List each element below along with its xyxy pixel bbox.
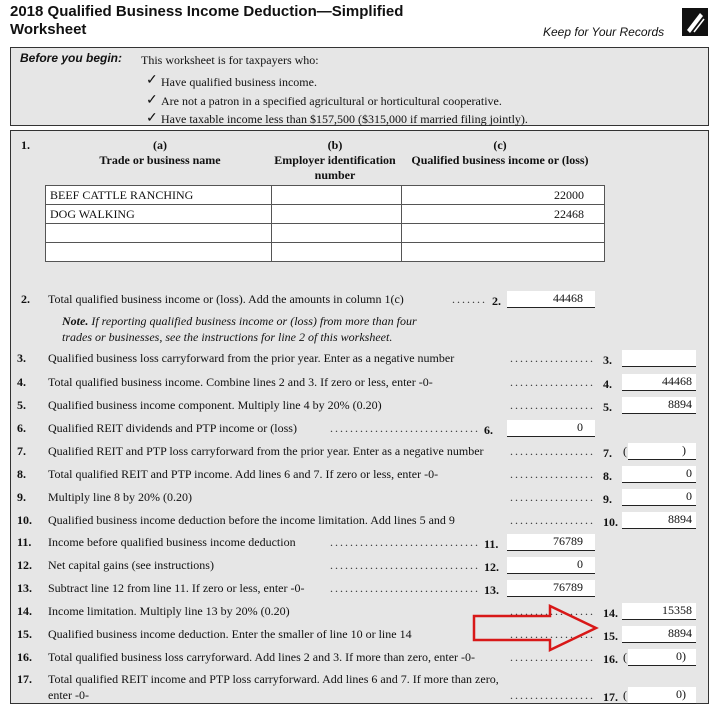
income-cell[interactable]: [402, 243, 605, 262]
line-amount[interactable]: 0: [507, 420, 595, 437]
leader-dots: .................: [510, 513, 595, 527]
column-c-header: [410, 138, 590, 168]
before-you-begin-label: Before you begin:: [20, 51, 123, 65]
leader-dots: .................: [510, 490, 595, 504]
title-line-2: Worksheet: [10, 21, 87, 38]
line-amount[interactable]: 8894: [622, 626, 696, 643]
line-number: 5.: [17, 398, 26, 412]
line-number: 4.: [17, 375, 26, 389]
line-number: 13.: [17, 581, 32, 595]
line-2-amount[interactable]: 44468: [507, 291, 595, 308]
table-row: [46, 224, 605, 243]
red-arrow-annotation: [472, 604, 602, 654]
line-text: Income limitation. Multiply line 13 by 20% (0.20): [48, 604, 290, 618]
line-amount[interactable]: 8894: [622, 397, 696, 414]
line-box-number: 10.: [603, 515, 618, 529]
line-number: 9.: [17, 490, 26, 504]
line-amount[interactable]: 76789: [507, 534, 595, 551]
column-a-letter: (a): [153, 138, 167, 152]
leader-dots: ..............................: [330, 581, 480, 595]
column-a-title: Trade or business name: [99, 153, 221, 167]
arrow-shape: [474, 606, 596, 650]
line-amount[interactable]: 0: [622, 466, 696, 483]
business-name-cell[interactable]: [46, 243, 272, 262]
line-amount[interactable]: 8894: [622, 512, 696, 529]
leader-dots: .................: [510, 604, 595, 618]
leader-dots: .......: [452, 292, 487, 306]
column-b-letter: (b): [327, 138, 343, 152]
table-row: [46, 205, 605, 224]
leader-dots: .................: [510, 467, 595, 481]
before-you-begin-box: [10, 47, 709, 126]
open-paren: (: [623, 688, 627, 702]
column-c-letter: (c): [493, 138, 507, 152]
note-line-2: trades or businesses, see the instructions for line 2 of this worksheet.: [62, 330, 393, 344]
line-text: Income before qualified business income deduction: [48, 535, 296, 549]
income-cell[interactable]: [402, 224, 605, 243]
column-b-title: Employer identification number: [274, 153, 396, 182]
line-number: 16.: [17, 650, 32, 664]
line-box-number: 7.: [603, 446, 612, 460]
income-cell[interactable]: 22000: [402, 186, 605, 205]
ein-cell[interactable]: [272, 224, 402, 243]
line-text: Qualified business income component. Multiply line 4 by 20% (0.20): [48, 398, 382, 412]
line-box-number: 16.: [603, 652, 618, 666]
line-amount[interactable]: [622, 350, 696, 367]
worksheet-title: [10, 3, 403, 39]
line-text: Total qualified REIT and PTP income. Add lines 6 and 7. If zero or less, enter -0-: [48, 467, 439, 481]
leader-dots: .................: [510, 650, 595, 664]
line-box-number: 11.: [484, 537, 499, 551]
line-number: 7.: [17, 444, 26, 458]
line-2-number: 2.: [21, 292, 30, 306]
ein-cell[interactable]: [272, 205, 402, 224]
line-amount[interactable]: 15358: [622, 603, 696, 620]
leader-dots: .................: [510, 375, 595, 389]
income-cell[interactable]: 22468: [402, 205, 605, 224]
trade-business-table: [45, 185, 605, 262]
line-text: Multiply line 8 by 20% (0.20): [48, 490, 192, 504]
leader-dots: ..............................: [330, 421, 480, 435]
open-paren: (: [623, 650, 627, 664]
table-row: [46, 243, 605, 262]
ein-cell[interactable]: [272, 186, 402, 205]
line-text: Qualified REIT dividends and PTP income or (loss): [48, 421, 297, 435]
table-row: [46, 186, 605, 205]
line-text: Qualified business income deduction. Enter the smaller of line 10 or line 14: [48, 627, 412, 641]
checkmark-icon: ✓: [146, 73, 158, 88]
line-amount[interactable]: 0): [628, 687, 696, 704]
title-line-1: 2018 Qualified Business Income Deduction—Simplified: [10, 3, 404, 20]
business-name-cell[interactable]: [46, 224, 272, 243]
line-1-number: 1.: [21, 138, 30, 152]
line-text: Total qualified business loss carryforward. Add lines 2 and 3. If more than zero, enter -0-: [48, 650, 476, 664]
line-amount[interactable]: 76789: [507, 580, 595, 597]
leader-dots: .................: [510, 351, 595, 365]
line-box-number: 17.: [603, 690, 618, 704]
line-number: 3.: [17, 351, 26, 365]
line-number: 8.: [17, 467, 26, 481]
line-amount[interactable]: ): [628, 443, 696, 460]
line-text: Qualified business income deduction before the income limitation. Add lines 5 and 9: [48, 513, 455, 527]
line-number: 6.: [17, 421, 26, 435]
line-2-box-number: 2.: [492, 294, 501, 308]
line-amount[interactable]: 0: [622, 489, 696, 506]
line-box-number: 3.: [603, 353, 612, 367]
line-number: 14.: [17, 604, 32, 618]
condition-2: Are not a patron in a specified agricultural or horticultural cooperative.: [161, 94, 502, 108]
line-text: Total qualified REIT income and PTP loss carryforward. Add lines 6 and 7. If more than zero,: [48, 672, 499, 686]
line-box-number: 9.: [603, 492, 612, 506]
checkmark-icon: ✓: [146, 111, 158, 126]
line-box-number: 8.: [603, 469, 612, 483]
note-label: Note.: [62, 314, 89, 328]
leader-dots: .................: [510, 688, 595, 702]
before-you-begin-intro: This worksheet is for taxpayers who:: [141, 53, 319, 67]
checkmark-icon: ✓: [146, 93, 158, 108]
line-box-number: 6.: [484, 423, 493, 437]
line-text-continued: enter -0-: [48, 688, 89, 702]
line-amount[interactable]: 44468: [622, 374, 696, 391]
line-number: 10.: [17, 513, 32, 527]
column-c-title: Qualified business income or (loss): [411, 153, 589, 167]
condition-1: Have qualified business income.: [161, 75, 317, 89]
column-b-header: [270, 138, 400, 183]
line-box-number: 14.: [603, 606, 618, 620]
line-amount[interactable]: 0: [507, 557, 595, 574]
line-number: 11.: [17, 535, 32, 549]
line-2-text: Total qualified business income or (loss). Add the amounts in column 1(c): [48, 292, 404, 306]
ein-cell[interactable]: [272, 243, 402, 262]
pen-icon: [682, 8, 708, 36]
open-paren: (: [623, 444, 627, 458]
leader-dots: .................: [510, 444, 595, 458]
line-number: 15.: [17, 627, 32, 641]
column-a-header: [60, 138, 260, 168]
line-number: 17.: [17, 672, 32, 686]
line-box-number: 4.: [603, 377, 612, 391]
business-name-cell[interactable]: DOG WALKING: [46, 205, 272, 224]
line-text: Total qualified business income. Combine lines 2 and 3. If zero or less, enter -0-: [48, 375, 433, 389]
note-line-1: If reporting qualified business income or (loss) from more than four: [91, 314, 417, 328]
line-amount[interactable]: 0): [628, 649, 696, 666]
keep-for-records: Keep for Your Records: [543, 25, 665, 39]
condition-3: Have taxable income less than $157,500 ($315,000 if married filing jointly).: [161, 112, 528, 126]
line-box-number: 13.: [484, 583, 499, 597]
line-text: Qualified business loss carryforward from the prior year. Enter as a negative number: [48, 351, 455, 365]
leader-dots: .................: [510, 627, 595, 641]
business-name-cell[interactable]: BEEF CATTLE RANCHING: [46, 186, 272, 205]
leader-dots: ..............................: [330, 558, 480, 572]
line-box-number: 12.: [484, 560, 499, 574]
leader-dots: .................: [510, 398, 595, 412]
line-text: Net capital gains (see instructions): [48, 558, 214, 572]
leader-dots: ..............................: [330, 535, 480, 549]
line-2-note: [62, 313, 417, 345]
line-box-number: 15.: [603, 629, 618, 643]
line-number: 12.: [17, 558, 32, 572]
line-box-number: 5.: [603, 400, 612, 414]
line-text: Qualified REIT and PTP loss carryforward from the prior year. Enter as a negative number: [48, 444, 484, 458]
line-text: Subtract line 12 from line 11. If zero or less, enter -0-: [48, 581, 305, 595]
